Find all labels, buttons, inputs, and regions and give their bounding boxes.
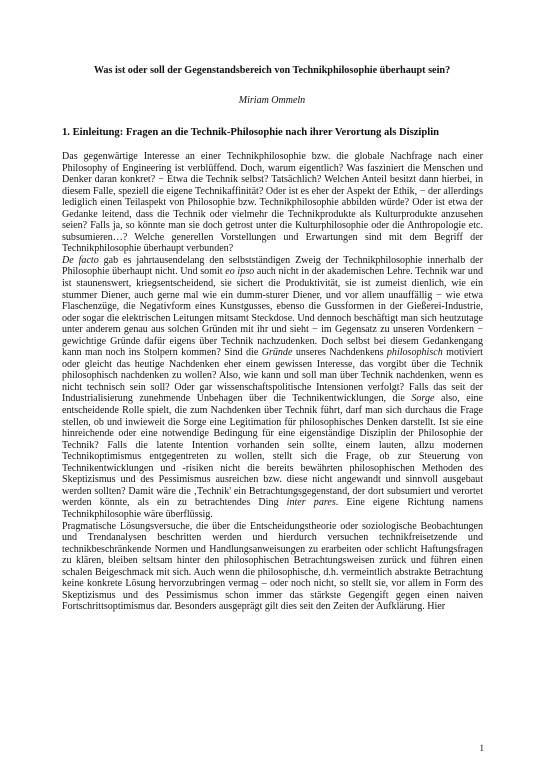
paragraph-2-text-b: auch nicht in der akademischen Lehre. Technik war und ist staunenswert, kriegsentscheidend, sie sichert die Produktivität, sie ist zumeist dienlich, wie ein stummer Diener, auch gerne mal wie ein dumm-sturer Diener, und vor allem unauffällig − wie etwa Flaschenzüge, die Negativform eines Kunstgusses, ebenso die Gussformen in der Gießerei-Industrie, oder sogar die elektrischen Leitungen mitsamt Steckdose. Und dennoch beschäftigt man sich heutzutage unter anderem genau aus solchen Gründen mit ihr und sieht − im Gegensatz zu unseren Vordenkern − gewichtige Gründe dafür eigens über Technik nachzudenken. Doch selbst bei diesem Gedankengang kann man noch ins Stolpern kommen? Sind die [62, 266, 484, 359]
paragraph-2-text-a: gab es jahrtausendelang den selbstständigen Zweig der Technikphilosophie innerhalb der Philosophie überhaupt nicht. Und somit [62, 254, 483, 278]
paper-title: Was ist oder soll der Gegenstandsbereich von Technikphilosophie überhaupt sein? [93, 65, 451, 76]
emphasis-sorge: Sorge [411, 393, 435, 405]
paragraph-2-text-c: unseres Nachdenkens [292, 347, 387, 359]
paragraph-1: Das gegenwärtige Interesse an einer Technikphilosophie bzw. die globale Nachfrage nach einer Philosophy of Engineering ist verblüffend. Doch, warum eigentlich? Was fasziniert die Menschen und Denker daran konkret? − Etwa die Technik selbst? Tatsächlich? Welchen Anteil besitzt dann hierbei, in diesem Falle, speziell die eigene Technikaffinität? Oder ist es eher der Aspekt der Ethik, − der allerdings lediglich einen Teilaspekt von Philosophie bzw. Technikphilosophie abbilden würde? Oder ist etwa der Gedanke leitend, dass die Technik oder vielmehr die Technikprodukte als Kulturprodukte anzusehen seien? Falls ja, so könnte man sie doch getrost unter die Kulturphilosophie oder die Anthropologie etc. subsumieren…? Welche generellen Vorstellungen und Erwartungen sind mit dem Begriff der Technikphilosophie überhaupt verbunden? [62, 151, 483, 255]
emphasis-gruende: Gründe [261, 347, 293, 359]
emphasis-inter-pares: inter pares [286, 497, 336, 509]
paragraph-2 [62, 255, 483, 521]
emphasis-philosophisch: philosophisch [386, 347, 443, 359]
paper-author: Miriam Ommeln [238, 95, 306, 106]
page-number: 1 [479, 743, 484, 753]
paragraph-2-text-d: motiviert oder gleicht das heutige Nachdenken eher einem gewissen Interesse, das vorgibt über die Technik philosophisch nachdenken zu wollen? Also, wie kann und soll man über Technik nachdenken, wenn es nicht technisch sein soll? Oder gar wissenschaftspolitische Intensionen verfolgt? Falls das seit der Industrialisierung zunehmende Unbehagen über die Technikentwicklungen, die [62, 347, 483, 405]
emphasis-de-facto: De facto [62, 254, 99, 266]
emphasis-eo-ipso: eo ipso [225, 266, 255, 278]
section-heading: 1. Einleitung: Fragen an die Technik-Philosophie nach ihrer Verortung als Disziplin [62, 127, 440, 138]
paragraph-3: Pragmatische Lösungsversuche, die über die Entscheidungstheorie oder soziologische Beobachtungen und Trendanalysen beschritten werden und hierdurch versuchen technikfreisetzende und technikbeschränkende Normen und Handlungsanweisungen zu erarbeiten oder schlicht Haftungsfragen zu klären, bleiben seltsam hinter den philosophischen Betrachtungsweisen zurück und führen einen schalen Beigeschmack mit sich. Auch wenn die philosophische, d.h. vermeintlich abstrakte Betrachtung keine konkrete Lösung hervorzubringen vermag – oder noch nicht, so stellt sie, vor allem in Form des Skeptizismus und des Pessimismus schon immer das stärkste Gegengift gegen einen naiven Fortschrittsoptimismus dar. Besonders ausgeprägt gilt dies seit den Zeiten der Aufklärung. Hier [62, 520, 483, 613]
body-text [62, 151, 483, 613]
paragraph-2-text-f: . Eine eigene Richtung namens Technikphilosophie wäre überflüssig. [62, 497, 483, 520]
paragraph-2-text-e: also, eine entscheidende Rolle spielt, die zum Nachdenken über Technik führt, darf man sich durchaus die Frage stellen, ob und inwieweit die Sorge eine Legitimation für philosophisches Denken darstellt. Ist sie eine hinreichende oder eine notwendige Bedingung für eine eigenständige Disziplin der Philosophie der Technik? Falls die latente Intention vorhanden sein sollte, einem lauten, allzu modernen Technikoptimismus entgegentreten zu wollen, stellt sich die Frage, ob zur Steuerung von Technikentwicklungen und -risiken nicht die bereits bewährten philosophischen Methoden des Skeptizismus und des Pessimismus ausreichen bzw. diese nicht angewandt und sinnvoll ausgebaut werden sollten? Damit wäre die ‚Technik' ein Betrachtungsgegenstand, der dort subsumiert und verortet werden könnte, als ein zu betrachtendes Ding [62, 393, 483, 509]
